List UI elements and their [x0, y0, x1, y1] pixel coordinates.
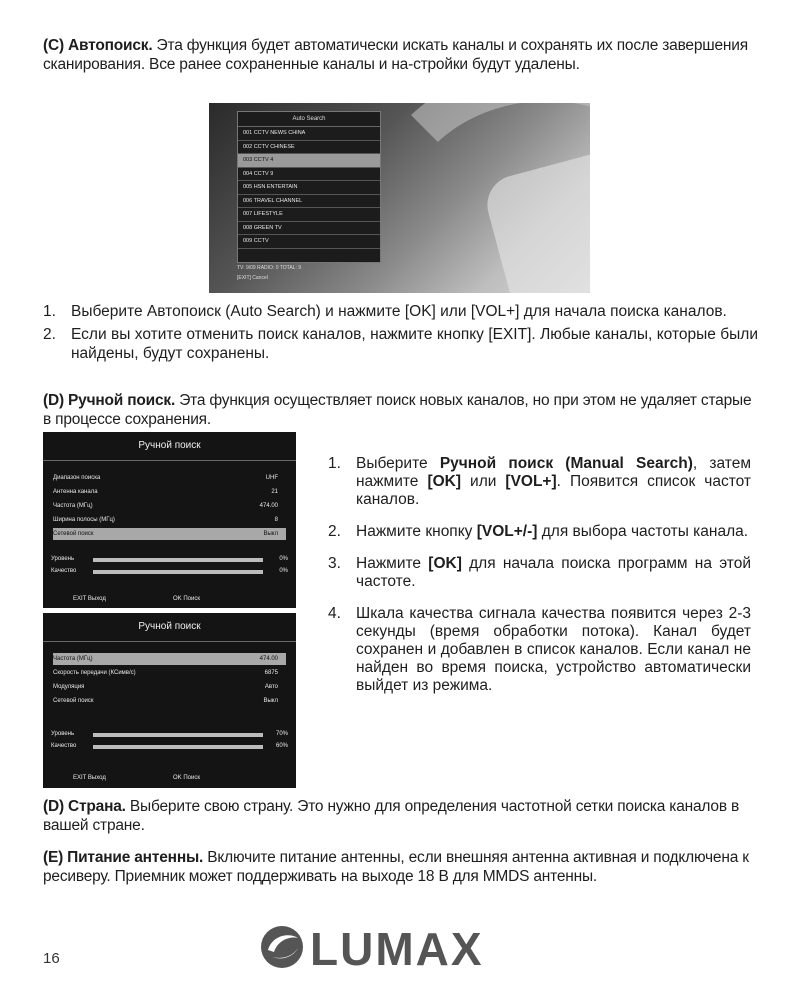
setting-row: Скорость передачи (КСимв/с) 6875: [53, 670, 278, 676]
section-d-heading: (D) Ручной поиск.: [43, 392, 176, 409]
step-text: Выберите Автопоиск (Auto Search) и нажмите [OK] или [VOL+] для начала поиска каналов.: [71, 303, 727, 320]
setting-row: Антенна канала 21: [53, 489, 278, 495]
signal-quality-label: Качество: [51, 568, 77, 574]
channel-row: 009 CCTV: [238, 235, 380, 249]
manual-search-screen-1: [43, 432, 296, 608]
manual-search-title: Ручной поиск: [43, 432, 296, 461]
section-c-text: Эта функция будет автоматически искать каналы и сохранять их после завершения сканирования. Все ранее сохраненные каналы и на-стройки будут удалены.: [43, 37, 748, 73]
setting-row-selected: Частота (МГц) 474.00: [53, 653, 286, 665]
list-item: 4. Шкала качества сигнала качества появится через 2-3 секунды (время обработки потока). Канал будет сохранен и добавлен в список каналов. Если канал не найден во время поиска, устройство автоматически выйдет из режима.: [328, 605, 751, 694]
section-country-heading: (D) Страна.: [43, 798, 126, 815]
signal-level-label: Уровень: [51, 731, 75, 737]
manual-search-screen-2: [43, 613, 296, 788]
setting-row: Частота (МГц) 474.00: [53, 503, 278, 509]
section-e-text: Включите питание антенны, если внешняя антенна активная и подключена к ресиверу. Приемник может поддерживать на выходе 18 В для MMDS антенны.: [43, 849, 749, 885]
channel-row: 007 LIFESTYLE: [238, 208, 380, 222]
channel-row: 008 GREEN TV: [238, 222, 380, 236]
setting-row-selected: Сетевой поиск Выкл: [53, 528, 286, 540]
page-number: 16: [43, 950, 60, 967]
channel-row: 005 HSN ENTERTAIN: [238, 181, 380, 195]
section-c-paragraph: [43, 36, 758, 74]
auto-search-footer: [237, 263, 379, 283]
brand-name: LUMAX: [310, 923, 484, 972]
auto-search-footer-right: [EXIT] Cancel: [237, 275, 268, 281]
list-item: [43, 302, 758, 321]
ok-hint: OK Поиск: [173, 775, 200, 781]
list-item: 2. Нажмите кнопку [VOL+/-] для выбора частоты канала.: [328, 523, 749, 540]
list-item: [43, 325, 758, 363]
step-number: 1.: [43, 303, 56, 320]
section-country-text: Выберите свою страну. Это нужно для определения частотной сетки поиска каналов в вашей стране.: [43, 798, 740, 834]
setting-row: Диапазон поиска UHF: [53, 475, 278, 481]
step-text: Если вы хотите отменить поиск каналов, нажмите кнопку [EXIT]. Любые каналы, которые были найдены, будут сохранены.: [71, 326, 758, 362]
ok-hint: OK Поиск: [173, 596, 200, 602]
signal-quality-bar: [93, 745, 263, 749]
signal-quality-bar: [93, 570, 263, 574]
channel-row: 006 TRAVEL CHANNEL: [238, 195, 380, 209]
setting-row: Ширина полосы (МГц) 8: [53, 517, 278, 523]
setting-row: Сетевой поиск Выкл: [53, 698, 278, 704]
setting-row: Модуляция Авто: [53, 684, 278, 690]
auto-search-footer-left: TV: 9/09 RADIO: 0 TOTAL: 9: [237, 265, 302, 271]
section-e-heading: (E) Питание антенны.: [43, 849, 204, 866]
auto-search-screenshot: [209, 103, 590, 293]
section-country-paragraph: [43, 797, 758, 835]
signal-level-bar: [93, 733, 263, 737]
list-item: 3. Нажмите [OK] для начала поиска программ на этой частоте.: [328, 555, 751, 590]
manual-search-title: Ручной поиск: [43, 613, 296, 642]
auto-search-menu: [237, 111, 381, 263]
manual-search-steps: [328, 455, 751, 695]
auto-search-steps: [43, 302, 758, 367]
channel-row: 003 CCTV 4: [238, 154, 380, 168]
signal-level-bar: [93, 558, 263, 562]
channel-row: 002 CCTV CHINESE: [238, 141, 380, 155]
signal-quality-pct: 0%: [279, 568, 288, 574]
exit-hint: EXIT Выход: [73, 775, 106, 781]
signal-quality-label: Качество: [51, 743, 77, 749]
section-e-paragraph: [43, 848, 758, 886]
signal-level-pct: 70%: [275, 731, 288, 737]
channel-row: 004 CCTV 9: [238, 168, 380, 182]
section-d-paragraph: [43, 391, 758, 429]
section-c-heading: (С) Автопоиск.: [43, 37, 153, 54]
lumax-logo: [258, 922, 540, 972]
signal-level-pct: 0%: [279, 556, 288, 562]
signal-level-label: Уровень: [51, 556, 75, 562]
channel-row: 001 CCTV NEWS CHINA: [238, 127, 380, 141]
auto-search-title: Auto Search: [238, 112, 380, 127]
list-item: 1. Выберите Ручной поиск (Manual Search), затем нажмите [OK] или [VOL+]. Появится список частот каналов.: [328, 455, 752, 508]
exit-hint: EXIT Выход: [73, 596, 106, 602]
signal-quality-pct: 60%: [275, 743, 288, 749]
step-number: 2.: [43, 326, 56, 343]
section-d-text: Эта функция осуществляет поиск новых каналов, но при этом не удаляет старые в процессе сохранения.: [43, 392, 752, 428]
